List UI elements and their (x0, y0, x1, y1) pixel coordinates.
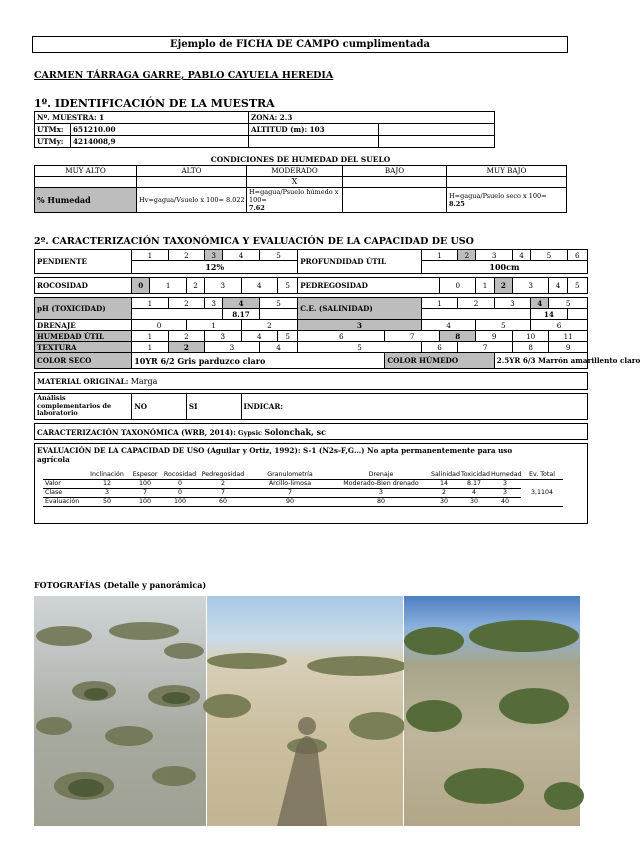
eval-header: Pedregosidad (201, 470, 245, 478)
stoniness-label: PEDREGOSIDAD (298, 278, 440, 294)
section-1-title: 1º. IDENTIFICACIÓN DE LA MUESTRA (34, 97, 275, 110)
hum-col-2: MODERADO (247, 165, 343, 176)
texture-scale: 4 (259, 342, 297, 353)
ph-label: pH (TOXICIDAD) (35, 298, 132, 320)
texture-scale: 7 (458, 342, 513, 353)
texture-scale: 5 (298, 342, 422, 353)
eval-header: Ev. Total (529, 470, 555, 478)
drainage-scale: 0 (132, 320, 187, 331)
hum-col-3: BAJO (343, 165, 447, 176)
humidity-table (34, 154, 567, 213)
hum-col-0: MUY ALTO (35, 165, 137, 176)
photo-panoramic-scene (207, 596, 403, 826)
uh-scale: 2 (168, 331, 204, 342)
hv-formula: Hv=gagua/Vsuelo x 100= 8.022 (137, 187, 247, 212)
dry-color-value: 10YR 6/2 Gris parduzco claro (132, 353, 385, 369)
dry-color-label: COLOR SECO (35, 353, 132, 369)
uh-scale: 11 (549, 331, 588, 342)
lab-si: SI (186, 394, 241, 420)
taxonomy: CARACTERIZACIÓN TAXONÓMICA (WRB, 2014): Gypsic Solonchak, sc (35, 424, 588, 440)
eval-row: Evaluación 50 100 100 60 90 80 30 30 40 (43, 497, 563, 506)
rockiness-scale: 1 (150, 278, 186, 294)
depth-scale: 6 (567, 250, 587, 261)
texture-scale: 8 (512, 342, 548, 353)
stoniness-scale: 0 (440, 278, 476, 294)
utmx-label: UTMx: (35, 124, 71, 136)
wet-color-value: 2.5YR 6/3 Marrón amarillento claro (494, 353, 587, 369)
uh-scale: 7 (385, 331, 440, 342)
humidity-title: CONDICIONES DE HUMEDAD DEL SUELO (210, 154, 391, 164)
ce-scale-selected: 4 (531, 298, 549, 309)
photo-landscape-scene (404, 596, 580, 826)
sample-number: Nº. MUESTRA: 1 (35, 112, 249, 124)
texture-scale: 9 (549, 342, 588, 353)
ph-scale: 1 (132, 298, 168, 309)
texture-scale-selected: 2 (168, 342, 204, 353)
ce-scale: 3 (494, 298, 530, 309)
ce-label: C.E. (SALINIDAD) (298, 298, 422, 320)
slope-scale: 1 (132, 250, 168, 261)
texture-label: TEXTURA (35, 342, 132, 353)
slope-label: PENDIENTE (35, 250, 132, 274)
stoniness-scale: 4 (549, 278, 567, 294)
rockiness-scale: 3 (205, 278, 241, 294)
eval-header: Rocosidad (163, 470, 197, 478)
eval-header: Drenaje (368, 470, 394, 478)
uh-scale: 3 (205, 331, 241, 342)
wet-color-label: COLOR HÚMEDO (385, 353, 494, 369)
ce-value: 14 (531, 309, 567, 320)
slope-scale-selected: 3 (205, 250, 223, 261)
eval-row: Clase 3 7 0 7 7 3 2 4 3 (43, 488, 563, 497)
stoniness-scale: 1 (476, 278, 494, 294)
evaluation-subtable (43, 470, 563, 507)
utmy-value: 4214008,9 (71, 136, 249, 148)
evaluation-block (35, 444, 588, 524)
rockiness-scale-selected: 0 (132, 278, 150, 294)
h-dry-formula: H=gagua/Psuelo seco x 100= 8.25 (447, 187, 567, 212)
depth-scale: 5 (531, 250, 567, 261)
ph-scale: 3 (205, 298, 223, 309)
humidity-mark: X (247, 176, 343, 187)
eval-header: Toxicidad (461, 470, 490, 478)
lab-analysis-label: Análisis complementarios de laboratorio (35, 394, 132, 420)
photo-detail-scene (34, 596, 206, 826)
eval-header: Inclinación (90, 470, 124, 478)
slope-scale: 5 (259, 250, 297, 261)
useful-humidity-label: HUMEDAD ÚTIL (35, 331, 132, 342)
parent-material: MATERIAL ORIGINAL: Marga (35, 373, 588, 390)
drainage-scale: 6 (531, 320, 588, 331)
evaluation-line-2: agrícola (37, 455, 70, 464)
uh-scale: 4 (241, 331, 277, 342)
uh-scale: 5 (278, 331, 298, 342)
photo-landscape (404, 596, 580, 826)
zone: ZONA: 2.3 (249, 112, 495, 124)
humidity-pct-label: % Humedad (35, 187, 137, 212)
rockiness-scale: 5 (278, 278, 298, 294)
photo-panoramic (207, 596, 403, 826)
stoniness-scale: 5 (567, 278, 587, 294)
depth-scale: 1 (421, 250, 457, 261)
stoniness-scale-selected: 2 (494, 278, 512, 294)
eval-header: Espesor (132, 470, 158, 478)
ph-scale: 2 (168, 298, 204, 309)
slope-value: 12% (132, 261, 298, 274)
utmy-label: UTMy: (35, 136, 71, 148)
slope-scale: 2 (168, 250, 204, 261)
characterization-table (34, 249, 640, 524)
depth-scale: 4 (512, 250, 530, 261)
uh-scale: 9 (476, 331, 512, 342)
identification-table (34, 111, 495, 148)
stoniness-scale: 3 (512, 278, 548, 294)
ce-scale: 1 (421, 298, 457, 309)
page-title: Ejemplo de FICHA DE CAMPO cumplimentada (32, 36, 568, 53)
rockiness-label: ROCOSIDAD (35, 278, 132, 294)
authors: CARMEN TÁRRAGA GARRE, PABLO CAYUELA HEREDIA (34, 70, 334, 81)
drainage-scale-selected: 3 (298, 320, 422, 331)
drainage-scale: 2 (241, 320, 298, 331)
hum-col-4: MUY BAJO (447, 165, 567, 176)
texture-scale: 1 (132, 342, 168, 353)
section-2-title: 2º. CARACTERIZACIÓN TAXONÓMICA Y EVALUACIÓN DE LA CAPACIDAD DE USO (34, 236, 474, 247)
ce-scale: 5 (549, 298, 588, 309)
eval-header: Salinidad (431, 470, 460, 478)
ph-scale: 5 (259, 298, 297, 309)
rockiness-scale: 4 (241, 278, 277, 294)
eval-header: Humedad (491, 470, 522, 478)
slope-scale: 4 (223, 250, 259, 261)
depth-scale-selected: 2 (458, 250, 476, 261)
drainage-scale: 1 (186, 320, 241, 331)
lab-indicar: INDICAR: (241, 394, 587, 420)
depth-scale: 3 (476, 250, 512, 261)
eval-header: Granulometría (267, 470, 313, 478)
utmx-value: 651210.00 (71, 124, 249, 136)
eval-total: 3,1104 (521, 479, 563, 506)
depth-value: 100cm (421, 261, 587, 274)
altitude: ALTITUD (m): 103 (249, 124, 379, 136)
drainage-scale: 5 (476, 320, 531, 331)
ph-scale-selected: 4 (223, 298, 259, 309)
h-wet-formula: H=gagua/Psuelo húmedo x 100= 7.62 (247, 187, 343, 212)
evaluation-line-1: EVALUACIÓN DE LA CAPACIDAD DE USO (Aguilar y Ortiz, 1992): S-1 (N2s-F,G…) No apta permanentemente para uso (37, 446, 513, 455)
ce-scale: 2 (458, 298, 494, 309)
depth-label: PROFUNDIDAD ÚTIL (298, 250, 422, 274)
photos-title: FOTOGRAFÍAS (Detalle y panorámica) (34, 580, 207, 590)
texture-scale: 3 (205, 342, 260, 353)
lab-no: NO (132, 394, 187, 420)
uh-scale: 10 (512, 331, 548, 342)
eval-row: Valor 12 100 0 2 Arcillo-limosa Moderado-Bien drenado 14 8.17 3 3,1104 (43, 479, 563, 488)
uh-scale-selected: 8 (440, 331, 476, 342)
texture-scale: 6 (421, 342, 457, 353)
rockiness-scale: 2 (186, 278, 204, 294)
drainage-label: DRENAJE (35, 320, 132, 331)
ph-value: 8.17 (223, 309, 259, 320)
photo-detail (34, 596, 206, 826)
drainage-scale: 4 (421, 320, 476, 331)
uh-scale: 6 (298, 331, 385, 342)
hum-col-1: ALTO (137, 165, 247, 176)
uh-scale: 1 (132, 331, 168, 342)
